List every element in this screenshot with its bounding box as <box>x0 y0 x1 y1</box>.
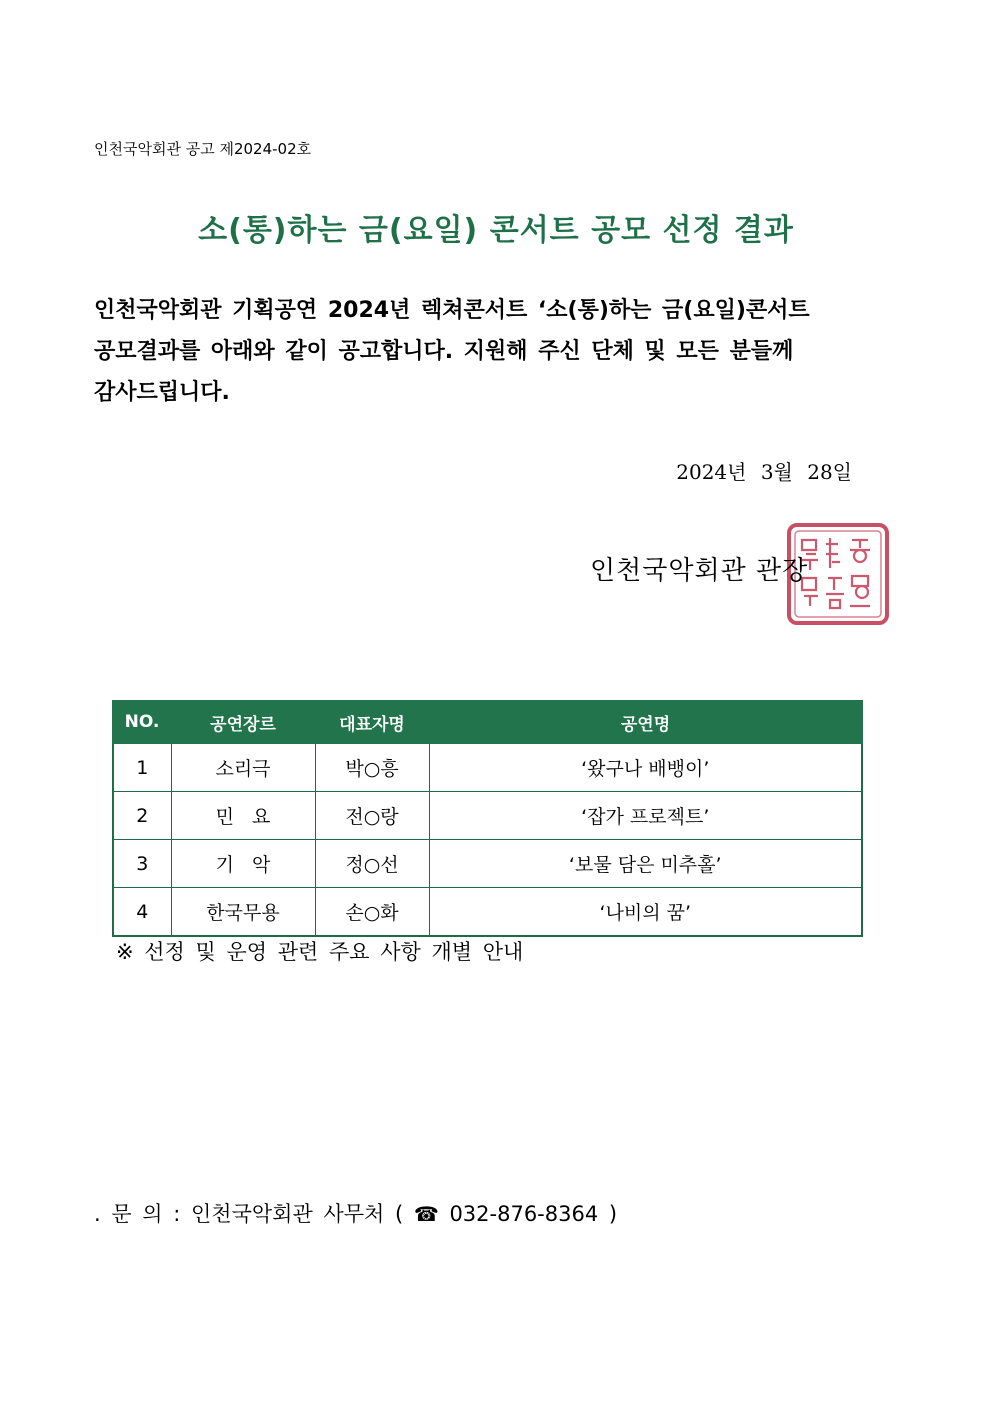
contact-prefix: . 문 의 : 인천국악회관 사무처 ( <box>94 1202 404 1226</box>
cell-no: 1 <box>113 743 171 792</box>
cell-genre: 한국무용 <box>171 888 315 937</box>
contact-suffix: ) <box>608 1202 618 1226</box>
cell-genre: 기 악 <box>171 840 315 888</box>
cell-representative: 정○선 <box>315 840 429 888</box>
header-no: NO. <box>113 701 171 743</box>
cell-performance-title: ‘왔구나 배뱅이’ <box>429 743 862 792</box>
cell-genre: 민 요 <box>171 792 315 840</box>
table-row <box>113 743 862 792</box>
cell-performance-title: ‘잡가 프로젝트’ <box>429 792 862 840</box>
header-performance-title: 공연명 <box>429 701 862 743</box>
cell-genre: 소리극 <box>171 743 315 792</box>
body-line: 인천국악회관 기획공연 2024년 렉쳐콘서트 ‘소(통)하는 금(요일)콘서트 <box>94 298 810 323</box>
cell-no: 3 <box>113 840 171 888</box>
table-row <box>113 792 862 840</box>
cell-representative: 박○흥 <box>315 743 429 792</box>
cell-performance-title: ‘나비의 꿈’ <box>429 888 862 937</box>
cell-no: 2 <box>113 792 171 840</box>
announcement-date: 2024년 3월 28일 <box>676 460 852 484</box>
cell-representative: 전○랑 <box>315 792 429 840</box>
table-header-row <box>113 701 862 743</box>
header-representative: 대표자명 <box>315 701 429 743</box>
header-genre: 공연장르 <box>171 701 315 743</box>
body-text <box>94 290 874 413</box>
notice-number: 인천국악회관 공고 제2024-02호 <box>94 140 312 158</box>
table-row <box>113 840 862 888</box>
page-title: 소(통)하는 금(요일) 콘서트 공모 선정 결과 <box>198 213 794 248</box>
table-row <box>113 888 862 937</box>
contact-phone: 032-876-8364 <box>449 1202 599 1226</box>
body-line: 공모결과를 아래와 같이 공고합니다. 지원해 주신 단체 및 모든 분들께 <box>94 339 794 364</box>
cell-no: 4 <box>113 888 171 937</box>
phone-icon: ☎ <box>413 1202 439 1226</box>
results-table <box>112 700 863 937</box>
body-line: 감사드립니다. <box>94 380 230 405</box>
signer: 인천국악회관 관장 <box>590 556 809 586</box>
contact-info <box>94 1198 617 1228</box>
footnote: ※ 선정 및 운영 관련 주요 사항 개별 안내 <box>116 940 524 964</box>
cell-representative: 손○화 <box>315 888 429 937</box>
cell-performance-title: ‘보물 담은 미추홀’ <box>429 840 862 888</box>
